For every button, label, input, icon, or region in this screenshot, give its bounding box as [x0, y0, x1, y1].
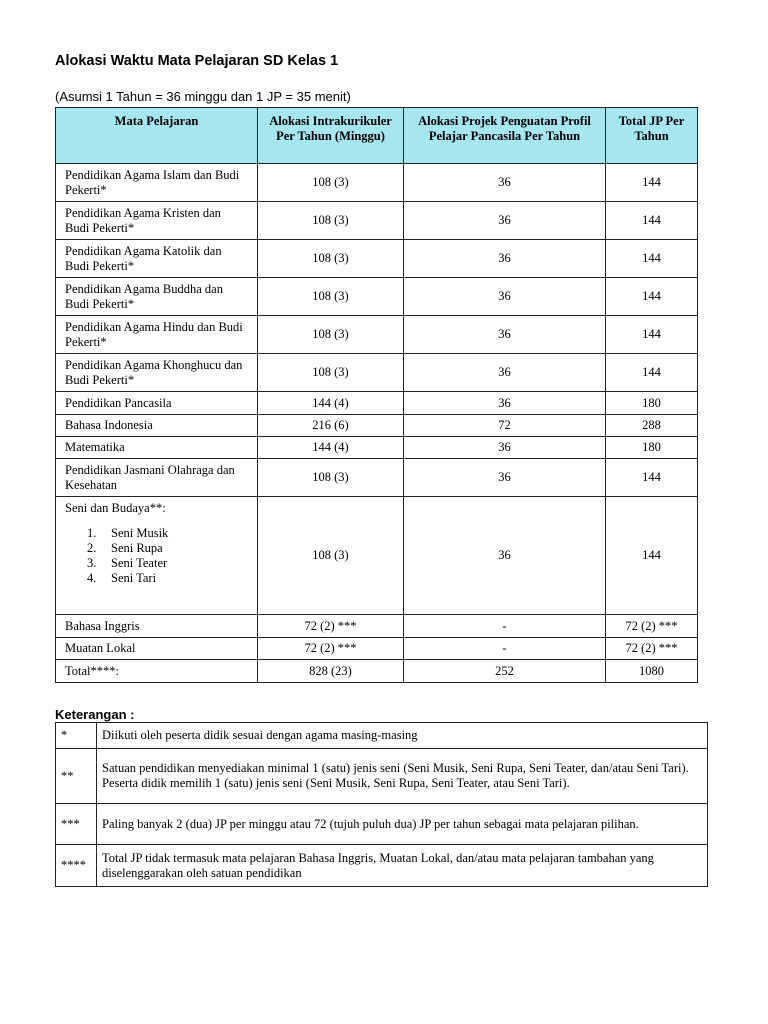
- subject-cell: Bahasa Indonesia: [56, 415, 258, 437]
- list-item: 3. Seni Teater: [87, 556, 168, 570]
- table-row: [56, 354, 698, 392]
- intra-cell: 108 (3): [258, 316, 404, 354]
- seni-list: [65, 526, 248, 586]
- subject-cell: Pendidikan Agama Katolik dan Budi Pekerti*: [56, 240, 258, 278]
- projek-cell: 36: [404, 392, 606, 415]
- total-cell: 144: [606, 354, 698, 392]
- subject-cell: Pendidikan Agama Buddha dan Budi Pekerti*: [56, 278, 258, 316]
- note-symbol: **: [56, 749, 97, 804]
- table-row-total: [56, 660, 698, 683]
- projek-cell: 36: [404, 240, 606, 278]
- intra-cell: 108 (3): [258, 354, 404, 392]
- projek-cell: 36: [404, 278, 606, 316]
- subject-cell: Muatan Lokal: [56, 638, 258, 660]
- allocation-table: [55, 107, 698, 683]
- total-cell: 72 (2) ***: [606, 638, 698, 660]
- projek-cell: 36: [404, 459, 606, 497]
- projek-cell: 36: [404, 354, 606, 392]
- total-cell: 180: [606, 437, 698, 459]
- subject-cell: Pendidikan Jasmani Olahraga dan Kesehatan: [56, 459, 258, 497]
- intra-cell: 216 (6): [258, 415, 404, 437]
- keterangan-heading: Keterangan :: [55, 707, 135, 722]
- intra-cell: 108 (3): [258, 459, 404, 497]
- projek-cell: 36: [404, 164, 606, 202]
- list-item: 4. Seni Tari: [87, 571, 157, 585]
- table-row-seni: [56, 497, 698, 615]
- assumption-note: (Asumsi 1 Tahun = 36 minggu dan 1 JP = 35 menit): [55, 89, 351, 104]
- intra-cell: 828 (23): [258, 660, 404, 683]
- subject-cell: Pendidikan Agama Islam dan Budi Pekerti*: [56, 164, 258, 202]
- note-text: Total JP tidak termasuk mata pelajaran Bahasa Inggris, Muatan Lokal, dan/atau mata pelajaran tambahan yang diselenggarakan oleh satuan pendidikan: [97, 845, 708, 887]
- page-title: Alokasi Waktu Mata Pelajaran SD Kelas 1: [55, 53, 339, 69]
- note-text: Paling banyak 2 (dua) JP per minggu atau 72 (tujuh puluh dua) JP per tahun sebagai mata pelajaran pilihan.: [97, 804, 708, 845]
- intra-cell: 108 (3): [258, 164, 404, 202]
- subject-cell: Pendidikan Agama Khonghucu dan Budi Pekerti*: [56, 354, 258, 392]
- projek-cell: 36: [404, 316, 606, 354]
- intra-cell: 108 (3): [258, 278, 404, 316]
- projek-cell: 72: [404, 415, 606, 437]
- col-header-intrakurikuler: Alokasi Intrakurikuler Per Tahun (Minggu): [258, 108, 404, 164]
- table-row: [56, 392, 698, 415]
- intra-cell: 108 (3): [258, 240, 404, 278]
- list-item: 2. Seni Rupa: [87, 541, 163, 555]
- note-symbol: ****: [56, 845, 97, 887]
- total-cell: 288: [606, 415, 698, 437]
- subject-cell: Bahasa Inggris: [56, 615, 258, 638]
- subject-cell: Pendidikan Agama Hindu dan Budi Pekerti*: [56, 316, 258, 354]
- note-symbol: *: [56, 723, 97, 749]
- total-cell: 144: [606, 240, 698, 278]
- note-row: [56, 845, 708, 887]
- total-cell: 1080: [606, 660, 698, 683]
- intra-cell: 108 (3): [258, 202, 404, 240]
- total-cell: 144: [606, 202, 698, 240]
- col-header-total: Total JP Per Tahun: [606, 108, 698, 164]
- total-cell: 180: [606, 392, 698, 415]
- total-cell: 144: [606, 459, 698, 497]
- intra-cell: 72 (2) ***: [258, 638, 404, 660]
- intra-cell: 108 (3): [258, 497, 404, 615]
- col-header-projek: Alokasi Projek Penguatan Profil Pelajar Pancasila Per Tahun: [404, 108, 606, 164]
- table-row: [56, 638, 698, 660]
- table-row: [56, 240, 698, 278]
- table-header-row: [56, 108, 698, 164]
- note-text: Diikuti oleh peserta didik sesuai dengan agama masing-masing: [97, 723, 708, 749]
- total-cell: 144: [606, 497, 698, 615]
- subject-cell: Pendidikan Pancasila: [56, 392, 258, 415]
- total-cell: 144: [606, 316, 698, 354]
- table-row: [56, 278, 698, 316]
- col-header-subject: Mata Pelajaran: [56, 108, 258, 164]
- projek-cell: 36: [404, 497, 606, 615]
- subject-cell: Total****:: [56, 660, 258, 683]
- intra-cell: 144 (4): [258, 392, 404, 415]
- subject-cell: [56, 497, 258, 615]
- table-row: [56, 202, 698, 240]
- projek-cell: 36: [404, 202, 606, 240]
- table-row: [56, 615, 698, 638]
- subject-cell: Pendidikan Agama Kristen dan Budi Pekerti*: [56, 202, 258, 240]
- projek-cell: -: [404, 615, 606, 638]
- total-cell: 144: [606, 164, 698, 202]
- total-cell: 144: [606, 278, 698, 316]
- table-row: [56, 316, 698, 354]
- intra-cell: 72 (2) ***: [258, 615, 404, 638]
- note-symbol: ***: [56, 804, 97, 845]
- list-item: 1. Seni Musik: [87, 526, 169, 540]
- table-row: [56, 459, 698, 497]
- projek-cell: 36: [404, 437, 606, 459]
- total-cell: 72 (2) ***: [606, 615, 698, 638]
- note-text: Satuan pendidikan menyediakan minimal 1 (satu) jenis seni (Seni Musik, Seni Rupa, Seni Teater, dan/atau Seni Tari). Peserta didik memilih 1 (satu) jenis seni (Seni Musik, Seni Rupa, Seni Teater, atau Seni Tari).: [97, 749, 708, 804]
- projek-cell: -: [404, 638, 606, 660]
- keterangan-table: [55, 722, 708, 887]
- projek-cell: 252: [404, 660, 606, 683]
- table-row: [56, 164, 698, 202]
- subject-cell: Matematika: [56, 437, 258, 459]
- table-row: [56, 415, 698, 437]
- seni-title: Seni dan Budaya**:: [65, 501, 166, 515]
- note-row: [56, 723, 708, 749]
- note-row: [56, 749, 708, 804]
- intra-cell: 144 (4): [258, 437, 404, 459]
- table-row: [56, 437, 698, 459]
- note-row: [56, 804, 708, 845]
